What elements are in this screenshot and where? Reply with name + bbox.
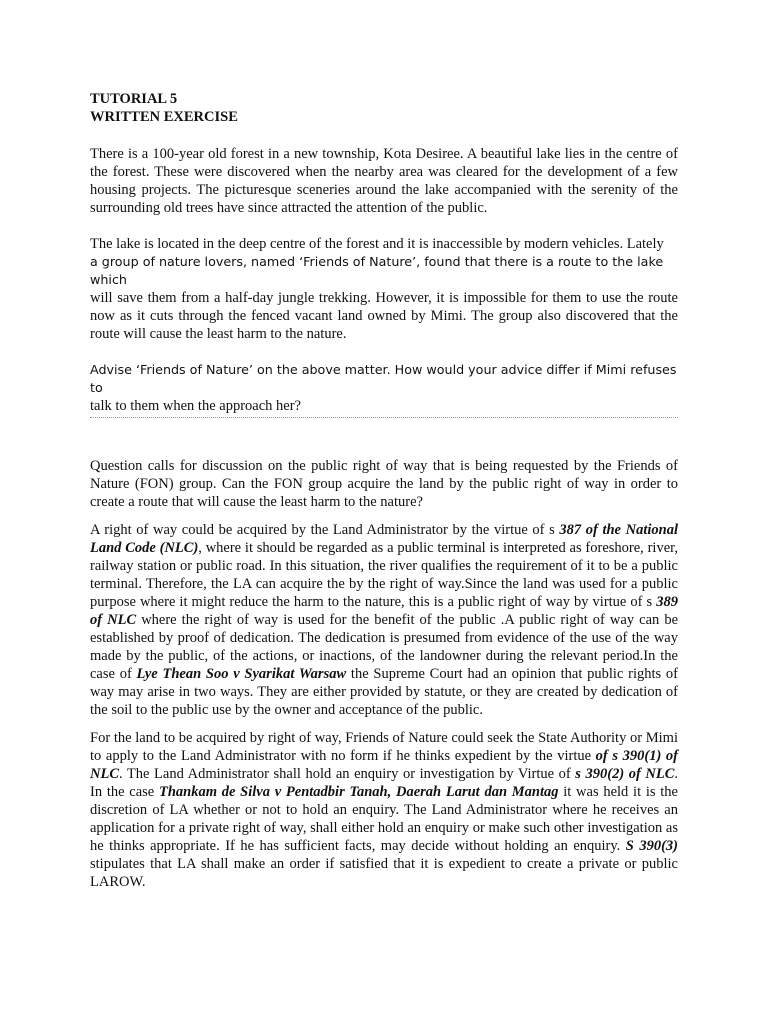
answer-paragraph-1-text-4: the Supreme Court had an opinion that public rights of way may arise in two ways. They are either provided by statute, or they are created by dedication of the soil to the public use by the owner and acceptance of the public. xyxy=(90,666,679,718)
answer-paragraph-2-text-4: it was held it is the discretion of LA whether or not to hold an enquiry. The Land Administrator where he receives an application for a private right of way, shall either hold an enquiry or make such other investigation as he thinks appropriate. If he has sufficient facts, may decide without holding an enquiry. xyxy=(90,784,678,854)
case-ref-lye-thean-soo: Lye Thean Soo v Syarikat Warsaw xyxy=(136,666,347,682)
answer-paragraph-1-text-2: , where it should be regarded as a public terminal is interpreted as foreshore, river, railway station or public road. In this situation, the river qualifies the requirement of it to be a public terminal. Therefore, the LA can acquire the by the right of way.Since the land was used for a public purpose where it might reduce the harm to the nature, this is a public right of way by virtue of s xyxy=(90,540,678,610)
statute-ref-s389: 389 of NLC xyxy=(90,594,678,628)
question-paragraph-3-line-1: Advise ‘Friends of Nature’ on the above matter. How would your advice differ if Mimi refuses to xyxy=(90,362,677,395)
question-paragraph-2-line-2: a group of nature lovers, named ‘Friends of Nature’, found that there is a route to the lake which xyxy=(90,254,664,287)
answer-paragraph-2-text-5: stipulates that LA shall make an order if satisfied that it is expedient to create a private or public LAROW. xyxy=(90,856,678,890)
document-page xyxy=(90,90,678,891)
answer-paragraph-2-text-3: . In the case xyxy=(90,766,678,800)
question-paragraph-3 xyxy=(90,361,678,415)
question-paragraph-1: There is a 100-year old forest in a new township, Kota Desiree. A beautiful lake lies in the centre of the forest. These were discovered when the nearby area was cleared for the development of a few housing projects. The picturesque sceneries around the lake accompanied with the serenity of the surrounding old trees have since attracted the attention of the public. xyxy=(90,146,678,216)
answer-intro: Question calls for discussion on the public right of way that is being requested by the Friends of Nature (FON) group. Can the FON group acquire the land by the public right of way in order to create a route that will cause the least harm to the nature? xyxy=(90,458,678,510)
statute-ref-s390-2: s 390(2) of NLC xyxy=(575,766,675,782)
answer-paragraph-2-text-1: For the land to be acquired by right of way, Friends of Nature could seek the State Authority or Mimi to apply to the Land Administrator with no form if he thinks expedient by the virtue xyxy=(90,730,678,764)
question-paragraph-2-line-1: The lake is located in the deep centre of the forest and it is inaccessible by modern vehicles. Lately xyxy=(90,236,664,252)
answer-paragraph-2 xyxy=(90,729,678,891)
question-paragraph-2-rest: will save them from a half-day jungle trekking. However, it is impossible for them to use the route now as it cuts through the fenced vacant land owned by Mimi. The group also discovered that the route will cause the least harm to the nature. xyxy=(90,290,678,342)
statute-ref-s390-3: S 390(3) xyxy=(625,838,678,854)
question-paragraph-2 xyxy=(90,235,678,343)
question-paragraph-3-line-2: talk to them when the approach her? xyxy=(90,398,301,414)
answer-paragraph-2-text-2: . The Land Administrator shall hold an enquiry or investigation by Virtue of xyxy=(119,766,576,782)
exercise-subtitle: WRITTEN EXERCISE xyxy=(90,109,238,125)
answer-paragraph-1-text-1: A right of way could be acquired by the Land Administrator by the virtue of s xyxy=(90,522,560,538)
answer-paragraph-1-text-3: where the right of way is used for the benefit of the public .A public right of way can be established by proof of dedication. The dedication is presumed from evidence of the use of the way made by the public, of the actions, or inactions, of the landowner during the relevant period.In the case of xyxy=(90,612,678,682)
case-ref-thankam-de-silva: Thankam de Silva v Pentadbir Tanah, Daerah Larut dan Mantag xyxy=(158,784,559,800)
tutorial-title: TUTORIAL 5 xyxy=(90,91,178,107)
section-divider xyxy=(90,417,678,418)
statute-ref-s387: 387 of the National Land Code (NLC) xyxy=(90,522,678,556)
statute-ref-s390-1: of s 390(1) of NLC xyxy=(90,748,678,782)
answer-paragraph-1 xyxy=(90,521,678,719)
